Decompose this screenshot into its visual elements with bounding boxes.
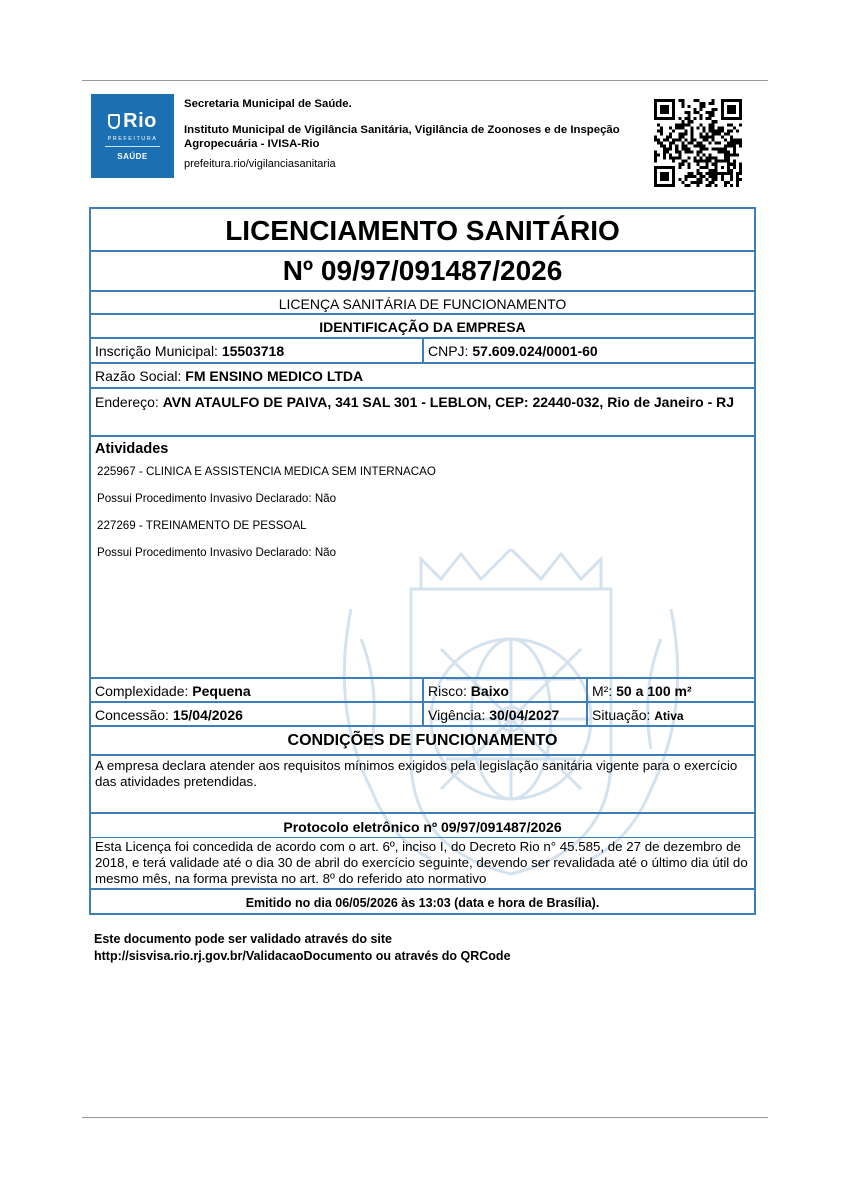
atividade-1: 225967 - CLINICA E ASSISTENCIA MEDICA SEM INTERNACAO (97, 465, 436, 478)
license-number: Nº 09/97/091487/2026 (282, 255, 563, 286)
logo-brand: Rio (123, 110, 157, 132)
atividades-heading: Atividades (95, 441, 169, 457)
concessao: Concessão: 15/04/2026 (95, 707, 243, 723)
license-type: LICENÇA SANITÁRIA DE FUNCIONAMENTO (278, 296, 567, 312)
complexidade-value: Pequena (192, 683, 251, 699)
bottom-divider (82, 1117, 768, 1118)
inscricao-value: 15503718 (221, 343, 285, 359)
prefeitura-saude-logo (91, 94, 174, 178)
area-m2: M²: 50 a 100 m² (592, 683, 692, 699)
condicoes-text: A empresa declara atender aos requisitos mínimos exigidos pela legislação sanitária vigente para o exercício das atividades pretendidas. (95, 758, 738, 789)
validation-note-line2: http://sisvisa.rio.rj.gov.br/ValidacaoDocumento ou através do QRCode (94, 949, 511, 963)
emitido: Emitido no dia 06/05/2026 às 13:03 (data e hora de Brasília). (245, 896, 600, 910)
inscricao-municipal: Inscrição Municipal: 15503718 (95, 343, 285, 359)
legal-text: Esta Licença foi concedida de acordo com o art. 6º, inciso I, do Decreto Rio n° 45.585, de 27 de dezembro de 2018, e terá validade até o dia 30 de abril do exercício seguinte, devendo ser revalidada até o último dia útil do mesmo mês, na forma prevista no art. 8º do referido ato normativo (95, 839, 748, 886)
atividades-section (91, 437, 754, 679)
concessao-value: 15/04/2026 (172, 707, 243, 723)
endereco: Endereço: AVN ATAULFO DE PAIVA, 341 SAL 301 - LEBLON, CEP: 22440-032, Rio de Janeiro - RJ (95, 394, 735, 410)
logo-sub: PREFEITURA (107, 136, 158, 142)
cnpj: CNPJ: 57.609.024/0001-60 (428, 343, 598, 359)
condicoes-heading: CONDIÇÕES DE FUNCIONAMENTO (287, 732, 558, 749)
endereco-value: AVN ATAULFO DE PAIVA, 341 SAL 301 - LEBLON, CEP: 22440-032, Rio de Janeiro - RJ (162, 394, 735, 410)
header-secretaria: Secretaria Municipal de Saúde. (184, 98, 352, 110)
situacao: Situação: Ativa (592, 707, 684, 723)
qr-code-icon[interactable] (654, 99, 742, 187)
vigencia-value: 30/04/2027 (489, 707, 560, 723)
cnpj-value: 57.609.024/0001-60 (472, 343, 598, 359)
validation-note-line1: Este documento pode ser validado através do site (94, 932, 393, 946)
header-instituto: Instituto Municipal de Vigilância Sanitária, Vigilância de Zoonoses e de Inspeção Agropecuária - IVISA-Rio (184, 124, 620, 150)
validation-note (94, 931, 511, 965)
header-url: prefeitura.rio/vigilanciasanitaria (184, 158, 336, 170)
atividade-1-invasivo: Possui Procedimento Invasivo Declarado: Não (97, 492, 337, 505)
license-document (89, 207, 756, 915)
razao-social: Razão Social: FM ENSINO MEDICO LTDA (95, 368, 364, 384)
crest-icon (108, 114, 120, 129)
document-title: LICENCIAMENTO SANITÁRIO (225, 215, 620, 246)
logo-dept: SAÚDE (117, 152, 148, 161)
atividade-2: 227269 - TREINAMENTO DE PESSOAL (97, 519, 307, 532)
risco: Risco: Baixo (428, 683, 509, 699)
atividade-2-invasivo: Possui Procedimento Invasivo Declarado: Não (97, 546, 337, 559)
vigencia: Vigência: 30/04/2027 (428, 707, 560, 723)
identification-heading: IDENTIFICAÇÃO DA EMPRESA (319, 319, 526, 335)
risco-value: Baixo (470, 683, 509, 699)
protocolo: Protocolo eletrônico nº 09/97/091487/2026 (283, 819, 562, 835)
razao-social-value: FM ENSINO MEDICO LTDA (185, 368, 364, 384)
complexidade: Complexidade: Pequena (95, 683, 251, 699)
area-value: 50 a 100 m² (616, 683, 692, 699)
situacao-value: Ativa (654, 709, 684, 723)
logo-rule (105, 146, 160, 147)
top-divider (82, 80, 768, 81)
